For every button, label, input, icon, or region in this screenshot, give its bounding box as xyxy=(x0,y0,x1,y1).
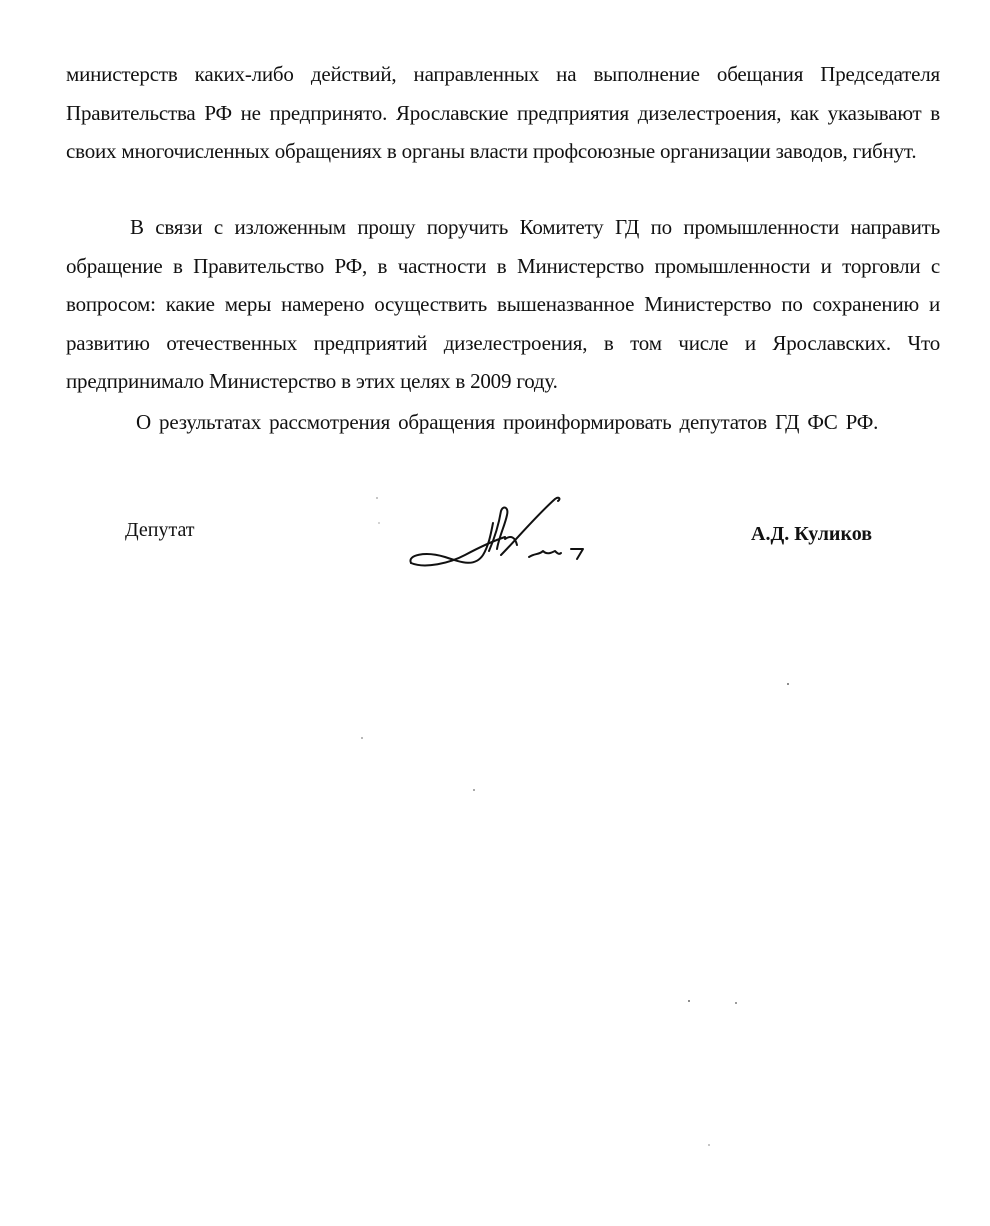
paragraph-continuation xyxy=(66,55,940,171)
signature-image xyxy=(405,493,595,578)
signature-stroke-tail xyxy=(529,551,561,557)
signature-stroke-loop xyxy=(410,523,493,563)
paragraph-request xyxy=(66,208,940,401)
scan-speck xyxy=(688,1000,690,1002)
scan-speck xyxy=(376,497,378,499)
scan-speck xyxy=(378,522,380,524)
signature-stroke-end xyxy=(571,549,583,559)
paragraph-inform xyxy=(66,403,940,442)
paragraph-text: О результатах рассмотрения обращения проинформировать депутатов ГД ФС РФ. xyxy=(136,410,879,434)
paragraph-text: министерств каких-либо действий, направленных на выполнение обещания Председателя Правительства РФ не предпринято. Ярославские предприятия дизелестроения, как указывают в своих многочисленных обращениях в органы власти профсоюзные организации заводов, гибнут. xyxy=(66,62,940,163)
signature-stroke-long xyxy=(501,498,559,555)
scan-speck xyxy=(361,737,363,739)
signatory-title: Депутат xyxy=(125,519,195,541)
scan-speck xyxy=(735,1002,737,1004)
signatory-name: А.Д. Куликов xyxy=(751,523,873,545)
paragraph-text: В связи с изложенным прошу поручить Комитету ГД по промышленности направить обращение в Правительство РФ, в частности в Министерство промышленности и торговли с вопросом: какие меры намерено осуществить вышеназванное Министерство по сохранению и развитию отечественных предприятий дизелестроения, в том числе и Ярославских. Что предпринимало Министерство в этих целях в 2009 году. xyxy=(66,215,940,393)
scan-speck xyxy=(473,789,475,791)
scan-speck xyxy=(787,683,789,685)
scan-speck xyxy=(708,1144,710,1146)
